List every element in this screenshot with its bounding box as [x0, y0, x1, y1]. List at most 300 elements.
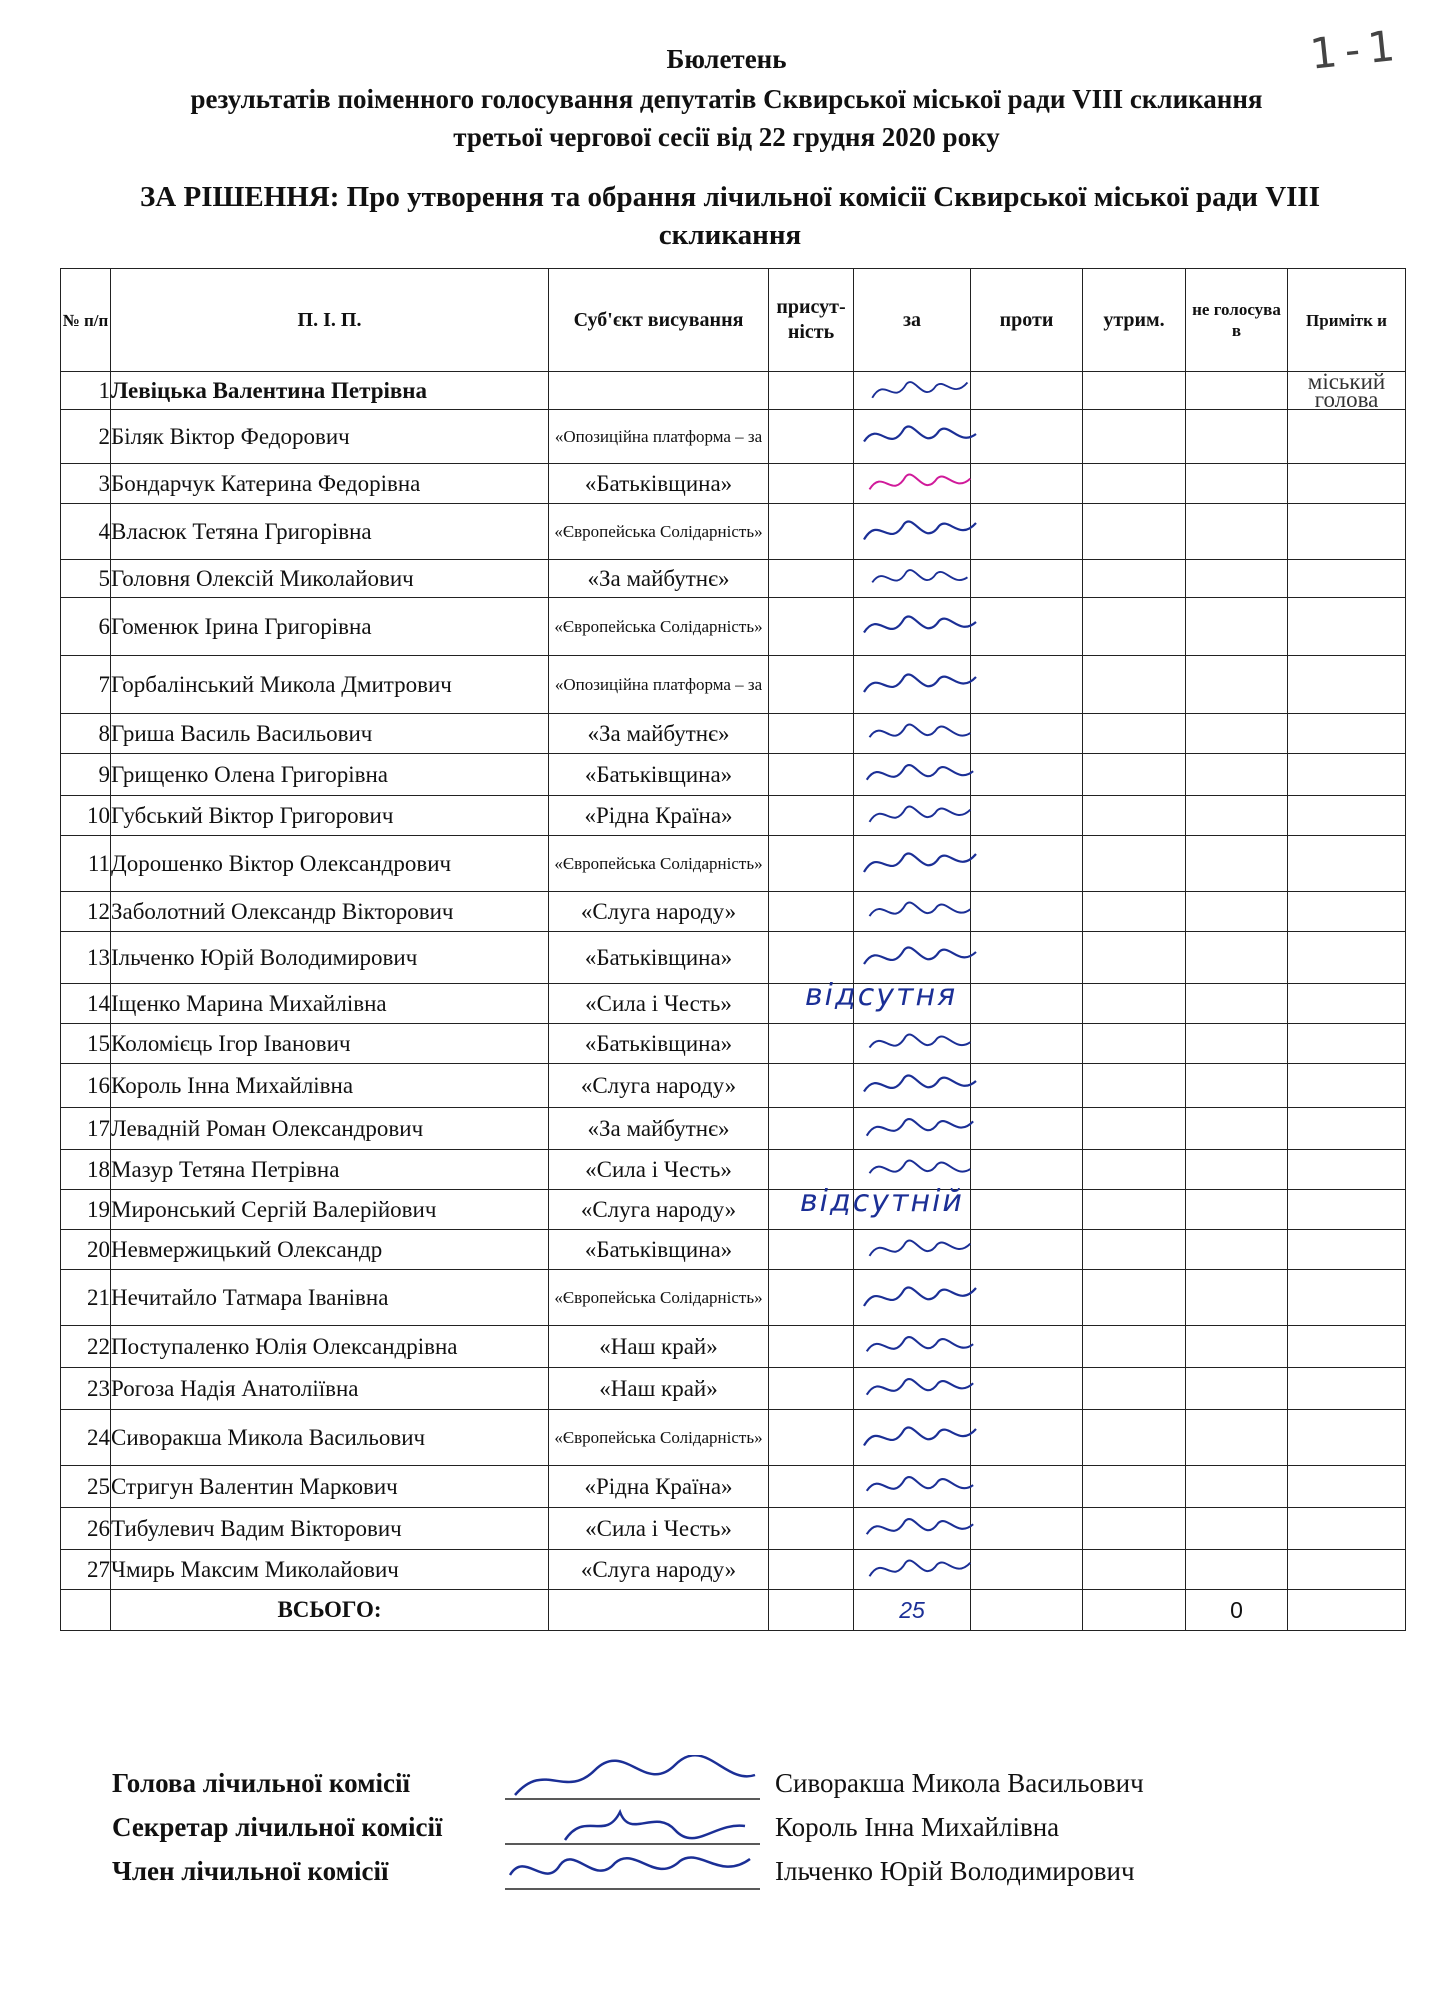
document-subtitle: результатів поіменного голосування депутатів Сквирської міської ради VIII скликання	[190, 84, 1263, 114]
vote-novote-cell	[1186, 598, 1288, 656]
vote-signature	[854, 1510, 984, 1548]
vote-novote-cell	[1186, 1024, 1288, 1064]
table-row	[61, 1368, 1406, 1410]
party-name: «Батьківщина»	[549, 1230, 769, 1270]
vote-novote-cell	[1186, 504, 1288, 560]
vote-novote-cell	[1186, 1190, 1288, 1230]
vote-against-cell	[971, 1190, 1083, 1230]
deputy-name: Рогоза Надія Анатоліївна	[111, 1368, 549, 1410]
vote-signature	[854, 1328, 984, 1366]
vote-for-cell	[854, 714, 971, 754]
party-name: «Слуга народу»	[549, 1550, 769, 1590]
vote-against-cell	[971, 504, 1083, 560]
present-cell	[769, 1508, 854, 1550]
party-name: «Батьківщина»	[549, 464, 769, 504]
totals-label: ВСЬОГО:	[111, 1590, 549, 1631]
party-name: «Європейська Солідарність»	[549, 1410, 769, 1466]
table-row	[61, 1326, 1406, 1368]
table-row	[61, 892, 1406, 932]
note-cell	[1288, 560, 1406, 598]
vote-abstain-cell	[1083, 1064, 1186, 1108]
totals-for: 25	[854, 1590, 971, 1631]
vote-against-cell	[971, 1368, 1083, 1410]
deputy-name: Біляк Віктор Федорович	[111, 410, 549, 464]
deputy-name: Гоменюк Ірина Григорівна	[111, 598, 549, 656]
commission-head-name: Сиворакша Микола Васильович	[775, 1768, 1144, 1798]
row-number: 11	[61, 836, 111, 892]
present-cell	[769, 1466, 854, 1508]
note-cell	[1288, 1150, 1406, 1190]
col-header-for: за	[854, 269, 971, 372]
vote-for-cell	[854, 410, 971, 464]
table-row	[61, 598, 1406, 656]
document-title: Бюлетень	[666, 44, 787, 74]
party-name: «Слуга народу»	[549, 892, 769, 932]
party-name: «Опозиційна платформа – за	[549, 410, 769, 464]
deputy-name: Грищенко Олена Григорівна	[111, 754, 549, 796]
table-row	[61, 1410, 1406, 1466]
vote-table	[60, 268, 1406, 1631]
deputy-name: Бондарчук Катерина Федорівна	[111, 464, 549, 504]
vote-signature	[854, 412, 984, 462]
vote-novote-cell	[1186, 932, 1288, 984]
row-number: 17	[61, 1108, 111, 1150]
party-name	[549, 372, 769, 410]
vote-signature	[854, 600, 984, 654]
note-cell	[1288, 464, 1406, 504]
deputy-name: Левадній Роман Олександрович	[111, 1108, 549, 1150]
deputy-name: Поступаленко Юлія Олександрівна	[111, 1326, 549, 1368]
vote-for-cell	[854, 1108, 971, 1150]
note-cell	[1288, 754, 1406, 796]
commission-member-label: Член лічильної комісії	[112, 1856, 389, 1886]
party-name: «Європейська Солідарність»	[549, 598, 769, 656]
party-name: «Опозиційна платформа – за	[549, 656, 769, 714]
party-name: «Наш край»	[549, 1326, 769, 1368]
deputy-name: Горбалінський Микола Дмитрович	[111, 656, 549, 714]
vote-for-cell	[854, 796, 971, 836]
table-row	[61, 1270, 1406, 1326]
present-cell	[769, 796, 854, 836]
vote-for-cell	[854, 560, 971, 598]
deputy-name: Ільченко Юрій Володимирович	[111, 932, 549, 984]
vote-abstain-cell	[1083, 932, 1186, 984]
present-cell	[769, 1108, 854, 1150]
vote-for-cell	[854, 598, 971, 656]
row-number: 21	[61, 1270, 111, 1326]
col-header-abstain: утрим.	[1083, 269, 1186, 372]
table-row	[61, 836, 1406, 892]
vote-novote-cell	[1186, 1108, 1288, 1150]
note-cell: міський голова	[1288, 372, 1406, 410]
table-row	[61, 1508, 1406, 1550]
vote-signature	[854, 1232, 984, 1268]
vote-signature	[854, 894, 984, 930]
vote-against-cell	[971, 714, 1083, 754]
row-number: 10	[61, 796, 111, 836]
vote-signature	[854, 798, 984, 834]
party-name: «Європейська Солідарність»	[549, 836, 769, 892]
present-cell	[769, 1550, 854, 1590]
vote-for-cell	[854, 932, 971, 984]
vote-abstain-cell	[1083, 984, 1186, 1024]
row-number: 22	[61, 1326, 111, 1368]
vote-against-cell	[971, 1326, 1083, 1368]
vote-novote-cell	[1186, 1326, 1288, 1368]
row-number: 5	[61, 560, 111, 598]
deputy-name: Коломієць Ігор Іванович	[111, 1024, 549, 1064]
vote-signature	[854, 1152, 984, 1188]
vote-novote-cell	[1186, 1466, 1288, 1508]
vote-against-cell	[971, 1064, 1083, 1108]
row-number: 1	[61, 372, 111, 410]
vote-novote-cell	[1186, 410, 1288, 464]
table-row	[61, 410, 1406, 464]
note-cell	[1288, 1270, 1406, 1326]
head-signature	[505, 1755, 760, 1803]
absent-mark-row-14: відсутня	[805, 977, 958, 1013]
vote-abstain-cell	[1083, 560, 1186, 598]
row-number: 20	[61, 1230, 111, 1270]
vote-novote-cell	[1186, 754, 1288, 796]
totals-empty-cell	[769, 1590, 854, 1631]
deputy-name: Король Інна Михайлівна	[111, 1064, 549, 1108]
vote-against-cell	[971, 1508, 1083, 1550]
table-row	[61, 1064, 1406, 1108]
table-row	[61, 560, 1406, 598]
totals-empty-cell	[1288, 1590, 1406, 1631]
vote-against-cell	[971, 560, 1083, 598]
vote-abstain-cell	[1083, 1270, 1186, 1326]
table-row	[61, 464, 1406, 504]
deputy-name: Власюк Тетяна Григорівна	[111, 504, 549, 560]
party-name: «Європейська Солідарність»	[549, 1270, 769, 1326]
note-cell	[1288, 796, 1406, 836]
party-name: «Батьківщина»	[549, 1024, 769, 1064]
present-cell	[769, 1270, 854, 1326]
party-name: «Рідна Країна»	[549, 796, 769, 836]
vote-novote-cell	[1186, 714, 1288, 754]
note-cell	[1288, 932, 1406, 984]
deputy-name: Губський Віктор Григорович	[111, 796, 549, 836]
vote-novote-cell	[1186, 984, 1288, 1024]
vote-against-cell	[971, 1024, 1083, 1064]
table-row	[61, 714, 1406, 754]
deputy-name: Іщенко Марина Михайлівна	[111, 984, 549, 1024]
deputy-name: Чмирь Максим Миколайович	[111, 1550, 549, 1590]
row-number: 15	[61, 1024, 111, 1064]
party-name: «За майбутнє»	[549, 560, 769, 598]
row-number: 13	[61, 932, 111, 984]
present-cell	[769, 1024, 854, 1064]
vote-against-cell	[971, 754, 1083, 796]
note-cell	[1288, 1326, 1406, 1368]
present-cell	[769, 1064, 854, 1108]
party-name: «За майбутнє»	[549, 1108, 769, 1150]
vote-signature	[854, 466, 984, 502]
party-name: «Рідна Країна»	[549, 1466, 769, 1508]
vote-for-cell	[854, 892, 971, 932]
vote-novote-cell	[1186, 1508, 1288, 1550]
note-cell	[1288, 1508, 1406, 1550]
vote-against-cell	[971, 464, 1083, 504]
vote-against-cell	[971, 1150, 1083, 1190]
party-name: «Батьківщина»	[549, 754, 769, 796]
vote-against-cell	[971, 656, 1083, 714]
vote-for-cell	[854, 1024, 971, 1064]
vote-abstain-cell	[1083, 1508, 1186, 1550]
row-number: 26	[61, 1508, 111, 1550]
vote-signature	[854, 658, 984, 712]
vote-abstain-cell	[1083, 892, 1186, 932]
vote-signature	[854, 1272, 984, 1324]
vote-against-cell	[971, 1410, 1083, 1466]
totals-row	[61, 1590, 1406, 1631]
deputy-name: Заболотний Олександр Вікторович	[111, 892, 549, 932]
totals-empty-cell	[549, 1590, 769, 1631]
row-number: 27	[61, 1550, 111, 1590]
vote-novote-cell	[1186, 1410, 1288, 1466]
vote-for-cell	[854, 1326, 971, 1368]
present-cell	[769, 754, 854, 796]
vote-against-cell	[971, 836, 1083, 892]
deputy-name: Левіцька Валентина Петрівна	[111, 372, 549, 410]
table-row	[61, 656, 1406, 714]
table-row	[61, 1190, 1406, 1230]
party-name: «Сила і Честь»	[549, 984, 769, 1024]
present-cell	[769, 656, 854, 714]
table-header-row	[61, 269, 1406, 372]
vote-abstain-cell	[1083, 1108, 1186, 1150]
deputy-name: Сиворакша Микола Васильович	[111, 1410, 549, 1466]
deputy-name: Миронський Сергій Валерійович	[111, 1190, 549, 1230]
totals-novote: 0	[1186, 1590, 1288, 1631]
party-name: «Слуга народу»	[549, 1190, 769, 1230]
vote-for-cell	[854, 1368, 971, 1410]
row-number: 4	[61, 504, 111, 560]
vote-signature	[854, 374, 984, 408]
vote-against-cell	[971, 892, 1083, 932]
note-cell	[1288, 1550, 1406, 1590]
vote-abstain-cell	[1083, 1550, 1186, 1590]
vote-signature	[854, 1468, 984, 1506]
vote-abstain-cell	[1083, 1410, 1186, 1466]
commission-head-label: Голова лічильної комісії	[112, 1768, 410, 1798]
vote-abstain-cell	[1083, 656, 1186, 714]
deputy-name: Тибулевич Вадим Вікторович	[111, 1508, 549, 1550]
table-row	[61, 796, 1406, 836]
party-name: «Слуга народу»	[549, 1064, 769, 1108]
vote-novote-cell	[1186, 1150, 1288, 1190]
vote-for-cell	[854, 754, 971, 796]
totals-empty-cell	[971, 1590, 1083, 1631]
vote-abstain-cell	[1083, 1024, 1186, 1064]
present-cell	[769, 836, 854, 892]
vote-for-cell	[854, 1508, 971, 1550]
note-cell	[1288, 1024, 1406, 1064]
totals-empty-cell	[1083, 1590, 1186, 1631]
table-row	[61, 1550, 1406, 1590]
vote-for-cell	[854, 1230, 971, 1270]
party-name: «За майбутнє»	[549, 714, 769, 754]
table-row	[61, 754, 1406, 796]
row-number: 9	[61, 754, 111, 796]
table-row	[61, 1024, 1406, 1064]
row-number: 8	[61, 714, 111, 754]
row-number: 18	[61, 1150, 111, 1190]
vote-against-cell	[971, 1230, 1083, 1270]
vote-abstain-cell	[1083, 504, 1186, 560]
note-cell	[1288, 656, 1406, 714]
party-name: «Наш край»	[549, 1368, 769, 1410]
table-row	[61, 984, 1406, 1024]
table-row	[61, 1108, 1406, 1150]
vote-signature	[854, 1412, 984, 1464]
vote-signature	[854, 1066, 984, 1106]
vote-signature	[854, 506, 984, 558]
note-cell	[1288, 1230, 1406, 1270]
table-row	[61, 372, 1406, 410]
col-header-party: Суб'єкт висування	[549, 269, 769, 372]
row-number: 23	[61, 1368, 111, 1410]
vote-novote-cell	[1186, 560, 1288, 598]
vote-against-cell	[971, 1466, 1083, 1508]
vote-novote-cell	[1186, 1550, 1288, 1590]
vote-for-cell	[854, 656, 971, 714]
note-cell	[1288, 892, 1406, 932]
row-number: 25	[61, 1466, 111, 1508]
vote-signature	[854, 716, 984, 752]
commission-secretary-name: Король Інна Михайлівна	[775, 1812, 1060, 1842]
present-cell	[769, 892, 854, 932]
vote-abstain-cell	[1083, 1466, 1186, 1508]
note-cell	[1288, 1108, 1406, 1150]
present-cell	[769, 714, 854, 754]
vote-signature	[854, 838, 984, 890]
note-cell	[1288, 1368, 1406, 1410]
row-number: 6	[61, 598, 111, 656]
vote-novote-cell	[1186, 656, 1288, 714]
present-cell	[769, 1230, 854, 1270]
party-name: «Сила і Честь»	[549, 1150, 769, 1190]
vote-signature	[854, 1026, 984, 1062]
vote-novote-cell	[1186, 1368, 1288, 1410]
decision-title: ЗА РІШЕННЯ: Про утворення та обрання лічильної комісії Сквирської міської ради VIII скликання	[139, 181, 1321, 251]
vote-abstain-cell	[1083, 1150, 1186, 1190]
vote-for-cell	[854, 464, 971, 504]
vote-signature	[854, 1370, 984, 1408]
col-header-name: П. І. П.	[111, 269, 549, 372]
deputy-name: Мазур Тетяна Петрівна	[111, 1150, 549, 1190]
vote-novote-cell	[1186, 892, 1288, 932]
present-cell	[769, 1410, 854, 1466]
deputy-name: Невмержицький Олександр	[111, 1230, 549, 1270]
table-row	[61, 1230, 1406, 1270]
note-cell	[1288, 714, 1406, 754]
present-cell	[769, 464, 854, 504]
row-number: 14	[61, 984, 111, 1024]
present-cell	[769, 410, 854, 464]
vote-abstain-cell	[1083, 1368, 1186, 1410]
vote-abstain-cell	[1083, 1230, 1186, 1270]
table-row	[61, 1150, 1406, 1190]
vote-novote-cell	[1186, 1230, 1288, 1270]
vote-abstain-cell	[1083, 372, 1186, 410]
vote-abstain-cell	[1083, 598, 1186, 656]
table-row	[61, 504, 1406, 560]
party-name: «Європейська Солідарність»	[549, 504, 769, 560]
vote-for-cell	[854, 1550, 971, 1590]
totals-empty-cell	[61, 1590, 111, 1631]
vote-for-cell	[854, 836, 971, 892]
vote-for-cell	[854, 1410, 971, 1466]
row-number: 7	[61, 656, 111, 714]
member-signature	[505, 1845, 760, 1893]
vote-against-cell	[971, 410, 1083, 464]
vote-for-cell	[854, 1466, 971, 1508]
present-cell	[769, 560, 854, 598]
present-cell	[769, 504, 854, 560]
session-line: третьої чергової сесії від 22 грудня 2020 року	[453, 122, 1000, 152]
note-cell	[1288, 1064, 1406, 1108]
deputy-name: Нечитайло Татмара Іванівна	[111, 1270, 549, 1326]
deputy-name: Головня Олексій Миколайович	[111, 560, 549, 598]
col-header-novote: не голосува в	[1186, 269, 1288, 372]
present-cell	[769, 372, 854, 410]
vote-novote-cell	[1186, 1270, 1288, 1326]
vote-signature	[854, 1110, 984, 1148]
vote-for-cell	[854, 1270, 971, 1326]
present-cell	[769, 598, 854, 656]
note-cell	[1288, 1410, 1406, 1466]
vote-signature	[854, 934, 984, 982]
vote-for-cell	[854, 1064, 971, 1108]
vote-abstain-cell	[1083, 754, 1186, 796]
absent-mark-row-19: відсутній	[800, 1183, 964, 1219]
commission-secretary-label: Секретар лічильної комісії	[112, 1812, 443, 1842]
deputy-name: Стригун Валентин Маркович	[111, 1466, 549, 1508]
vote-against-cell	[971, 598, 1083, 656]
commission-member-name: Ільченко Юрій Володимирович	[775, 1856, 1135, 1886]
vote-against-cell	[971, 984, 1083, 1024]
vote-novote-cell	[1186, 836, 1288, 892]
vote-abstain-cell	[1083, 836, 1186, 892]
note-cell	[1288, 410, 1406, 464]
note-cell	[1288, 1190, 1406, 1230]
vote-for-cell	[854, 504, 971, 560]
col-header-present: присут- ність	[769, 269, 854, 372]
page-mark: 1-1	[1307, 20, 1405, 79]
row-number: 16	[61, 1064, 111, 1108]
vote-novote-cell	[1186, 464, 1288, 504]
table-row	[61, 932, 1406, 984]
secretary-signature	[505, 1800, 760, 1848]
present-cell	[769, 932, 854, 984]
table-row	[61, 1466, 1406, 1508]
vote-against-cell	[971, 1550, 1083, 1590]
vote-abstain-cell	[1083, 796, 1186, 836]
deputy-name: Гриша Василь Васильович	[111, 714, 549, 754]
present-cell	[769, 1368, 854, 1410]
vote-for-cell	[854, 372, 971, 410]
vote-signature	[854, 756, 984, 794]
deputy-name: Дорошенко Віктор Олександрович	[111, 836, 549, 892]
vote-abstain-cell	[1083, 464, 1186, 504]
party-name: «Батьківщина»	[549, 932, 769, 984]
row-number: 12	[61, 892, 111, 932]
note-cell	[1288, 836, 1406, 892]
vote-novote-cell	[1186, 1064, 1288, 1108]
